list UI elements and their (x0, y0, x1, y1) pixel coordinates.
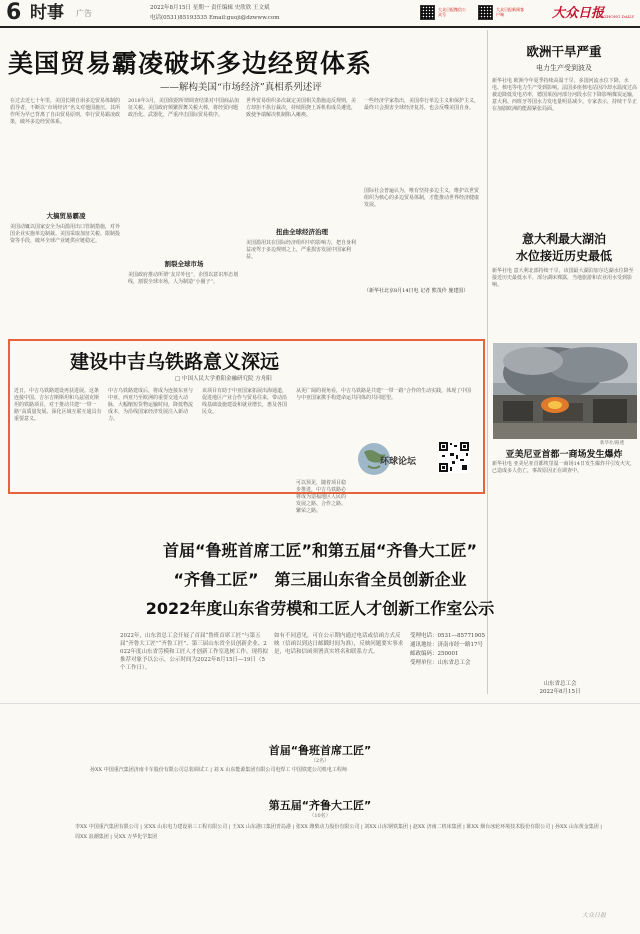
europe-headline[interactable]: 欧洲干旱严重 (526, 44, 602, 59)
lead-paragraph: 世界贸易组织多次裁定美国相关措施违反规则，美方却拒不执行裁决，持续阻挠上诉机构成员遴选，致使争端解决机制陷入瘫痪。 (246, 98, 357, 118)
qr-code-icon[interactable] (478, 5, 493, 20)
europe-subheadline: 电力生产受到波及 (536, 64, 592, 72)
lead-paragraph: 美国滥用其在国际经济组织中的影响力，把自身利益凌驾于多边规则之上，严重损害发展中国家利益。 (246, 240, 357, 260)
explosion-photo[interactable] (493, 343, 637, 439)
section-title: 时事 (30, 3, 64, 23)
armenia-headline[interactable]: 亚美尼亚首都一商场发生爆炸 (505, 450, 623, 460)
page-number: 6 (6, 0, 22, 25)
lead-column-4 (364, 98, 482, 324)
section-divider (0, 703, 640, 704)
qilu-list-count: （10名） (309, 813, 331, 819)
lead-subheadline: ——解构美国“市场经济”真相系列述评 (160, 82, 322, 93)
photo-illustration (493, 343, 637, 439)
footer-logo: 大众日报 (582, 912, 607, 919)
notice-contact: 受理电话：0531—85771905 通讯地址：济南市经一路17号 邮政编码：250001 受理单位：山东省总工会 (410, 633, 485, 666)
commentary-column: 中吉乌铁路建成后，将成为连接东亚与中亚、西亚乃至欧洲的重要交通大动脉，大幅缩短货物运输时间，降低物流成本，为沿线国家经济发展注入新动力。 (108, 388, 194, 422)
lead-subhead: 割裂全球市场 (164, 260, 204, 268)
notice-headline-2[interactable]: “齐鲁工匠” 第三届山东省全员创新企业 (173, 570, 467, 589)
ad-label: 广告 (76, 9, 92, 18)
lake-headline-2[interactable]: 水位接近历史最低 (515, 249, 612, 263)
commentary-byline: □ 中国人民大学重阳金融研究院 方舟阳 (175, 376, 272, 382)
commentary-column: 该项目有助于中亚国家拓展出海通道，促进地区产业合作与贸易往来，带动沿线基础设施建设和就业增长，惠及各国民众。 (202, 388, 288, 415)
qr-code-icon[interactable] (420, 5, 435, 20)
commentary-column: 从更广阔的视角看，中吉乌铁路是共建“一带一路”合作的生动实践，体现了中国与中亚国家携手构建命运共同体的共同愿望。 (296, 388, 472, 401)
commentary-column: 近日，中吉乌铁路建设再获进展。这条连接中国、吉尔吉斯斯坦和乌兹别克斯坦的铁路项目，对于推动共建“一带一路”高质量发展、深化区域互联互通具有重要意义。 (14, 388, 102, 422)
luban-list: 孙XX 中国重汽集团济南卡车股份有限公司总装调试工 | 刘 X 山东能源集团有限公司电焊工 中国铁建公司机电工程师 (90, 767, 347, 773)
qr-caption: 大众日报新闻客户端 (496, 7, 524, 17)
armenia-body: 新华社电 亚美尼亚首都埃里温一商场14日发生爆炸并引发火灾，已造成多人伤亡，事故原因正在调查中。 (492, 461, 635, 474)
lead-subhead: 扭曲全球经济治理 (276, 228, 328, 236)
photo-credit: 新华社/路透 (600, 441, 625, 446)
lake-body: 新华社电 意大利北部持续干旱，该国最大湖泊加尔达湖水位降至接近历史最低水平，部分湖床裸露，当地旅游和农业用水受到影响。 (492, 268, 634, 288)
luban-list-title: 首届“鲁班首席工匠” (268, 744, 372, 757)
qr-caption: 大众日报微信公众号 (438, 7, 466, 17)
lead-column-3 (246, 98, 358, 324)
commentary-column: 可以预见，随着项目稳步推进，中吉乌铁路必将成为造福地区人民的发展之路、合作之路、繁荣之路。 (296, 480, 347, 514)
lead-paragraph: 2018年3月，美国依据所谓调查结果对中国商品加征关税。美国政府频繁挥舞关税大棒，将经贸问题政治化、武器化，严重冲击国际贸易秩序。 (128, 98, 239, 118)
column-divider (487, 30, 488, 694)
newspaper-logo-sub: DAZHONG DAILY (598, 14, 635, 19)
notice-headline-1[interactable]: 首届“鲁班首席工匠”和第五届“齐鲁大工匠” (162, 541, 478, 560)
lead-headline[interactable]: 美国贸易霸凌破坏多边经贸体系 (8, 49, 373, 78)
notice-sign-date: 2022年8月15日 (539, 689, 581, 695)
lead-column-2 (128, 98, 240, 324)
lead-paragraph: 在过去近七十年里，美国长期自诩多边贸易体制的倡导者，不断以“市场经济”名义对他国施压，其所作所为早已背离了自由贸易原则，奉行贸易霸凌政策，破坏多边经贸体系。 (10, 98, 121, 125)
lead-paragraph: 国际社会普遍认为，唯有坚持多边主义，维护以世贸组织为核心的多边贸易体制，才能推动世界经济健康发展。 (364, 188, 480, 208)
contact-info: 电话(0531)85193535 Email:guoji@dzwww.com (150, 15, 280, 21)
forum-logo-label: 环球论坛 (380, 457, 417, 467)
lead-subhead: 大搞贸易霸凌 (46, 212, 86, 220)
lead-paragraph: 一些经济学家指出，美国奉行单边主义和保护主义，最终只会损害全球经济复苏，也会反噬美国自身。 (364, 98, 480, 111)
lake-headline[interactable]: 意大利最大湖泊 (521, 232, 606, 246)
lead-paragraph: 美国动辄以国家安全为由滥用出口管制措施，对外国企业实施单边制裁。美国采取加征关税、限制投资等手段，破坏全球产业链供应链稳定。 (10, 224, 121, 244)
notice-body: 如有不同意见，可在公示期内通过电话或信函方式反映（信函以到达日邮戳时间为准），反映问题要实事求是，电话和信函须署真实姓名和联系方式。 (274, 633, 404, 655)
lead-column-1 (10, 98, 122, 324)
edition-info: 2022年8月15日 星期一 责任编辑 史欣欣 王文斌 (150, 5, 270, 11)
europe-body: 新华社电 欧洲今年夏季持续高温干旱，多国河流水位下降，水电、核电等电力生产受到影响。法国多座核电站因冷却水温度过高被迫降低发电功率，德国莱茵河部分河段水位下降影响煤炭运输，意大利、西班牙等国水力发电量明显减少。专家表示，持续干旱正在加剧欧洲的能源紧张局面。 (492, 78, 638, 112)
luban-list-count: （2名） (310, 758, 330, 764)
newspaper-logo: 大众日报 (552, 6, 605, 21)
lead-credit: （新华社北京8月14日电 记者 熊茂伶 施建国） (364, 288, 469, 294)
notice-signature (520, 680, 600, 696)
header-divider (0, 26, 640, 28)
notice-headline-3[interactable]: 2022年度山东省劳模和工匠人才创新工作室公示 (145, 599, 495, 618)
notice-sign-org: 山东省总工会 (543, 681, 577, 687)
lead-paragraph: 美国政府推动所谓“友岸外包”，企图以意识形态划线，割裂全球市场，人为制造“小圈子”。 (128, 272, 239, 285)
qr-code-icon[interactable] (438, 441, 470, 473)
qilu-list: 李XX 中国重汽集团有限公司 | 宋XX 山东电力建设第三工程有限公司 | 王XX 山东港口集团青岛港 | 张XX 潍柴动力股份有限公司 | 刘XX 山东钢铁集团 | 赵XX 济南二机床集团 | 陈XX 烟台冰轮环境技术股份有限公司 | 孙XX 山东黄金集团 | 周XX 浪潮集团 | 吴XX 万华化学集团 (75, 824, 602, 840)
commentary-headline[interactable]: 建设中吉乌铁路意义深远 (70, 351, 280, 373)
notice-body: 2022年，山东省总工会开展了首届“鲁班首席工匠”与第五届“齐鲁大工匠”“齐鲁工匠”、第三届山东省全员创新企业、2022年度山东省劳模和工匠人才创新工作室选树工作。现将拟推荐对象予以公示，公示时间为2022年8月15日—19日（5个工作日）。 (120, 633, 268, 671)
qilu-list-title: 第五届“齐鲁大工匠” (268, 799, 372, 812)
